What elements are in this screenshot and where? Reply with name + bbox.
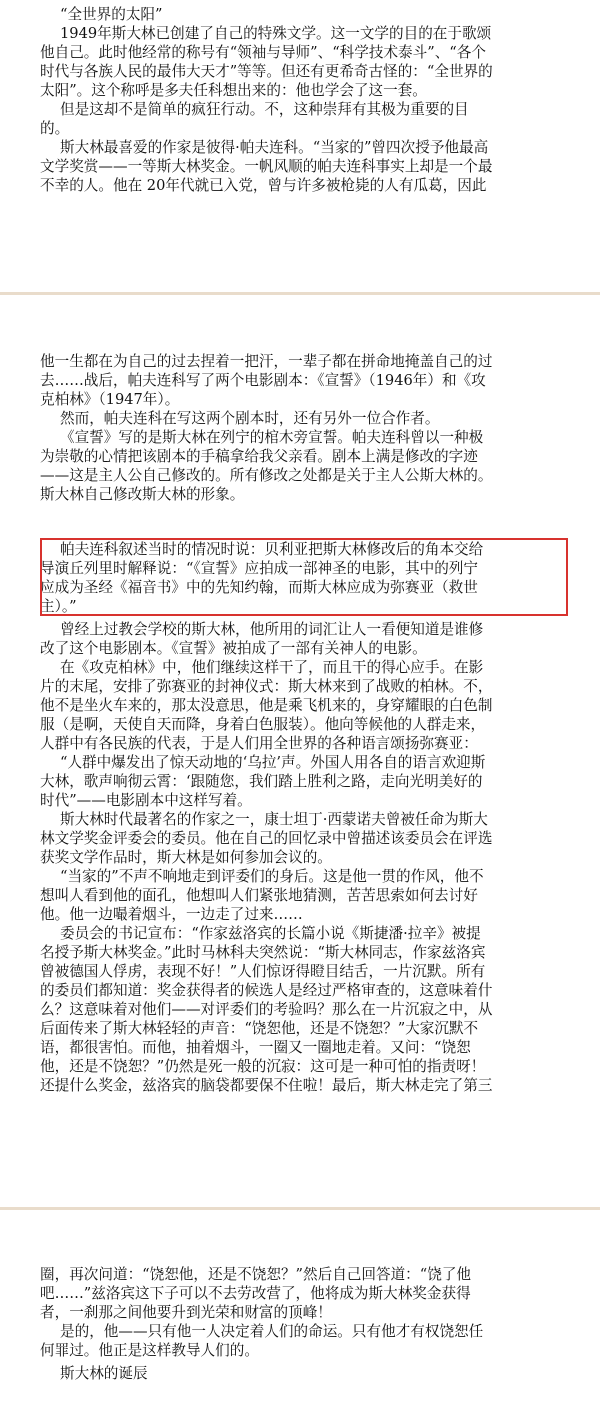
text-line: 是的，他——只有他一人决定着人们的命运。只有他才有权饶恕任 xyxy=(60,1323,484,1340)
text-line: 他一生都在为自己的过去捏着一把汗，一辈子都在拼命地掩盖自己的过 xyxy=(40,353,493,370)
text-line: 片的末尾，安排了弥赛亚的封神仪式：斯大林来到了战败的柏林。不， xyxy=(40,678,493,695)
page-separator xyxy=(0,1207,600,1210)
text-line: 还提什么奖金，兹洛宾的脑袋都要保不住啦！最后，斯大林走完了第三 xyxy=(40,1077,493,1094)
text-line: 者，一刹那之间他要升到光荣和财富的顶峰！ xyxy=(40,1304,332,1321)
highlighted-text-line: 应成为圣经《福音书》中的先知约翰，而斯大林应成为弥赛亚（救世 xyxy=(40,579,478,596)
text-line: 《宣誓》写的是斯大林在列宁的棺木旁宣誓。帕夫连科曾以一种极 xyxy=(60,429,484,446)
text-line: 为崇敬的心情把该剧本的手稿拿给我父亲看。剧本上满是修改的字迹 xyxy=(40,448,478,465)
text-line: 改了这个电影剧本。《宣誓》被拍成了一部有关神人的电影。 xyxy=(40,640,427,657)
text-line: “当家的”不声不响地走到评委们的身后。这是他一贯的作风，他不 xyxy=(60,868,484,885)
text-line: 么？这意味着对他们——对评委们的考验吗？那么在一片沉寂之中，从 xyxy=(40,1001,493,1018)
text-line: 时代”——电影剧本中这样写着。 xyxy=(40,792,252,809)
text-line: 1949年斯大林已创建了自己的特殊文学。这一文学的目的在于歌颂 xyxy=(60,25,492,42)
text-line: 太阳”。这个称呼是多夫任科想出来的：他也学会了这一套。 xyxy=(40,82,427,99)
text-line: 去……战后，帕夫连科写了两个电影剧本：《宣誓》（1946年）和《攻 xyxy=(40,372,486,389)
text-line: 在《攻克柏林》中，他们继续这样干了，而且干的得心应手。在影 xyxy=(60,659,484,676)
text-line: 服（是啊，天使自天而降，身着白色服装）。他向等候他的人群走来， xyxy=(40,716,486,733)
text-line: 然而，帕夫连科在写这两个剧本时，还有另外一位合作者。 xyxy=(60,410,440,427)
text-line: 名授予斯大林奖金。”此时马林科夫突然说：“斯大林同志，作家兹洛宾 xyxy=(40,944,486,961)
page-separator xyxy=(0,292,600,295)
highlighted-text-line: 帕夫连科叙述当时的情况时说：贝利亚把斯大林修改后的角本交给 xyxy=(60,541,484,558)
text-line: 文学奖赏——一等斯大林奖金。一帆风顺的帕夫连科事实上却是一个最 xyxy=(40,158,493,175)
text-line: 林文学奖金评委会的委员。他在自己的回忆录中曾描述该委员会在评选 xyxy=(40,830,493,847)
text-line: 大林，歌声响彻云霄：‘跟随您，我们踏上胜利之路，走向光明美好的 xyxy=(40,773,483,790)
text-line: 斯大林自己修改斯大林的形象。 xyxy=(40,486,245,503)
text-line: ——这是主人公自己修改的。所有修改之处都是关于主人公斯大林的。 xyxy=(40,467,493,484)
text-line: 后面传来了斯大林轻轻的声音：“饶恕他，还是不饶恕？”大家沉默不 xyxy=(40,1020,479,1037)
text-line: 人群中有各民族的代表，于是人们用全世界的各种语言颂扬弥赛亚： xyxy=(40,735,478,752)
text-line: 获奖文学作品时，斯大林是如何参加会议的。 xyxy=(40,849,332,866)
highlighted-text-line: 主）。” xyxy=(40,598,77,615)
text-line: 何罪过。他正是这样教导人们的。 xyxy=(40,1342,259,1359)
text-line: 斯大林的诞辰 xyxy=(60,1365,148,1382)
text-line: 斯大林最喜爱的作家是彼得·帕夫连科。“当家的”曾四次授予他最高 xyxy=(60,139,489,156)
text-line: 但是这却不是简单的疯狂行动。不，这种崇拜有其极为重要的目 xyxy=(60,101,469,118)
text-line: “全世界的太阳” xyxy=(60,6,163,23)
highlight-box xyxy=(40,538,568,616)
text-line: 想叫人看到他的面孔，他想叫人们紧张地猜测，苦苦思索如何去讨好 xyxy=(40,887,478,904)
text-line: 他。他一边嘬着烟斗，一边走了过来…… xyxy=(40,906,303,923)
text-line: 曾经上过教会学校的斯大林，他所用的词汇让人一看便知道是谁修 xyxy=(60,621,484,638)
text-line: 克柏林》（1947年）。 xyxy=(40,391,180,408)
text-line: 他不是坐火车来的，那太没意思，他是乘飞机来的，身穿耀眼的白色制 xyxy=(40,697,493,714)
text-line: 圈，再次问道：“饶恕他，还是不饶恕？”然后自己回答道：“饶了他 xyxy=(40,1266,472,1283)
text-line: 他自己。此时他经常的称号有“领袖与导师”、“科学技术泰斗”、“各个 xyxy=(40,44,486,61)
text-line: 他，还是不饶恕？”仍然是死一般的沉寂：这可是一种可怕的指责呀！ xyxy=(40,1058,486,1075)
text-line: 委员会的书记宣布：“作家兹洛宾的长篇小说《斯捷潘·拉辛》被提 xyxy=(60,925,481,942)
text-line: “人群中爆发出了惊天动地的‘乌拉’声。外国人用各自的语言欢迎斯 xyxy=(60,754,486,771)
text-line: 曾被德国人俘虏，表现不好！”人们惊讶得瞪目结舌，一片沉默。所有 xyxy=(40,963,486,980)
text-line: 语，都很害怕。而他，抽着烟斗，一圈又一圈地走着。又问：“饶恕 xyxy=(40,1039,471,1056)
text-line: 的委员们都知道：奖金获得者的候选人是经过严格审查的，这意味着什 xyxy=(40,982,493,999)
text-line: 斯大林时代最著名的作家之一，康士坦丁·西蒙诺夫曾被任命为斯大 xyxy=(60,811,488,828)
text-line: 不幸的人。他在 20年代就已入党，曾与许多被枪毙的人有瓜葛，因此 xyxy=(40,177,487,194)
text-line: 吧……”兹洛宾这下子可以不去劳改营了，他将成为斯大林奖金获得 xyxy=(40,1285,471,1302)
text-line: 的。 xyxy=(40,120,70,137)
text-line: 时代与各族人民的最伟大天才”等等。但还有更希奇古怪的：“全世界的 xyxy=(40,63,493,80)
highlighted-text-line: 导演丘列里时解释说：“《宣誓》应拍成一部神圣的电影，其中的列宁 xyxy=(40,560,478,577)
